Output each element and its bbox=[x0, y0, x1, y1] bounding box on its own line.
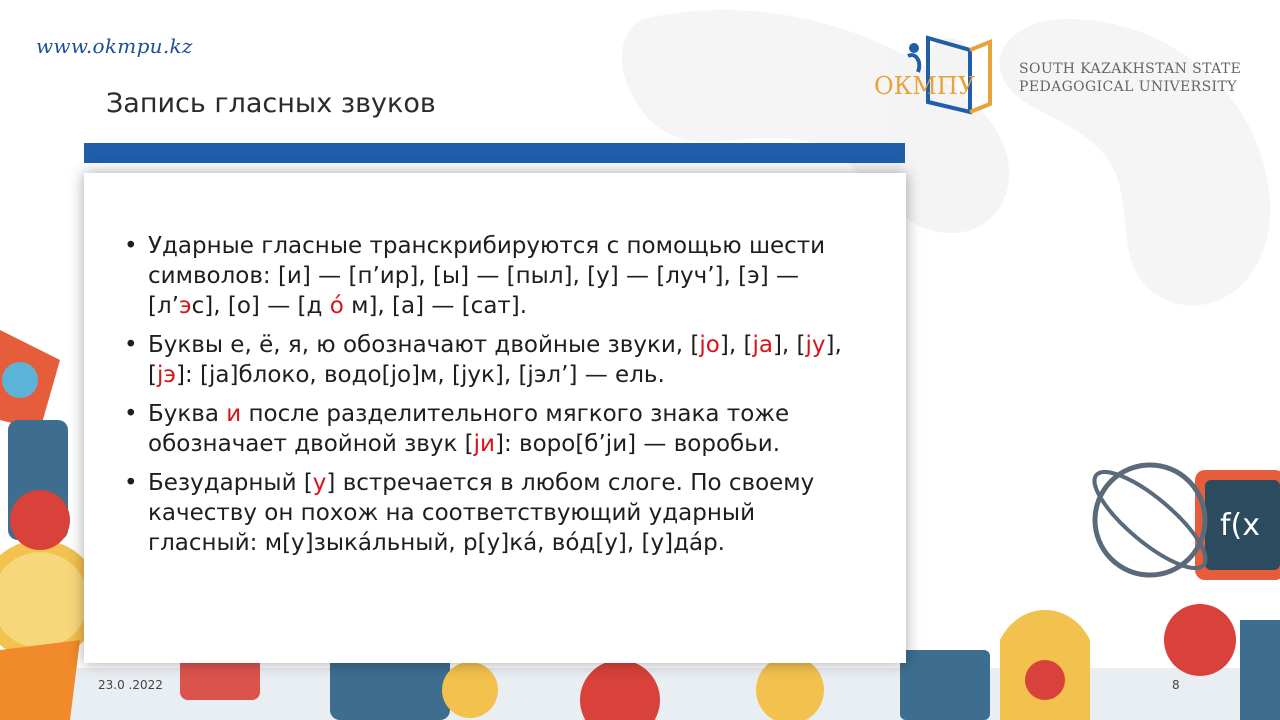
highlighted-text: jи bbox=[473, 431, 495, 457]
title-underline-bar bbox=[84, 143, 905, 163]
bullet-dot-icon: • bbox=[124, 401, 138, 427]
bullet-item bbox=[124, 399, 864, 459]
bullet-text: ]: [jа]блоко, водо[jо]м, [jук], [jэл’] — ель. bbox=[176, 362, 665, 388]
bullet-text: Буквы е, ё, я, ю обозначают двойные звуки, [ bbox=[148, 332, 700, 358]
bullet-dot-icon: • bbox=[124, 470, 138, 496]
bullet-text: ] встречается в любом слоге. По своему качеству он похож на соответствующий ударный гласный: м[у]зыка́льный, р[у]ка́, во́д[у], [у]да́р. bbox=[148, 470, 815, 556]
highlighted-text: и bbox=[226, 401, 242, 427]
bullet-text: Ударные гласные транскрибируются с помощью шести символов: [и] — [п’ир], [ы] — [пыл], [у] — [луч’], [э] — [л’ bbox=[148, 233, 826, 319]
highlighted-text: у bbox=[312, 470, 327, 496]
university-name-line2: PEDAGOGICAL UNIVERSITY bbox=[1019, 79, 1237, 95]
university-name bbox=[1019, 60, 1241, 96]
highlighted-text: э bbox=[179, 293, 192, 319]
bullet-text: ], [ bbox=[148, 332, 842, 388]
university-name-line1: SOUTH KAZAKHSTAN STATE bbox=[1019, 61, 1242, 77]
bullet-text: после разделительного мягкого знака тоже обозначает двойной звук [ bbox=[148, 401, 790, 457]
bullet-text: Буква bbox=[148, 401, 227, 427]
bullet-list bbox=[124, 231, 864, 567]
university-logo bbox=[870, 32, 1000, 122]
bullet-text: с], [о] — [д bbox=[191, 293, 330, 319]
highlighted-text: jа bbox=[752, 332, 773, 358]
bullet-item bbox=[124, 468, 864, 558]
highlighted-text: jу bbox=[805, 332, 826, 358]
bullet-item bbox=[124, 231, 864, 321]
footer-date: 23.0 .2022 bbox=[98, 678, 163, 692]
bullet-dot-icon: • bbox=[124, 233, 138, 259]
bullet-text: ]: воро[б’jи] — воробьи. bbox=[495, 431, 781, 457]
bullet-text: ], [ bbox=[719, 332, 753, 358]
bullet-text: Безударный [ bbox=[148, 470, 313, 496]
highlighted-text: jэ bbox=[156, 362, 176, 388]
highlighted-text: jо bbox=[699, 332, 720, 358]
svg-text:f(x: f(x bbox=[1220, 508, 1261, 543]
page-number: 8 bbox=[1172, 678, 1180, 692]
bullet-item bbox=[124, 330, 864, 390]
highlighted-text: о́ bbox=[329, 293, 344, 319]
bullet-text: ], [ bbox=[772, 332, 806, 358]
logo-text: ОКМПУ bbox=[874, 72, 976, 100]
slide-title: Запись гласных звуков bbox=[106, 88, 436, 119]
content-panel bbox=[84, 173, 906, 663]
bullet-dot-icon: • bbox=[124, 332, 138, 358]
site-url[interactable]: www.okmpu.kz bbox=[36, 34, 193, 58]
bullet-text: м], [а] — [сат]. bbox=[343, 293, 528, 319]
